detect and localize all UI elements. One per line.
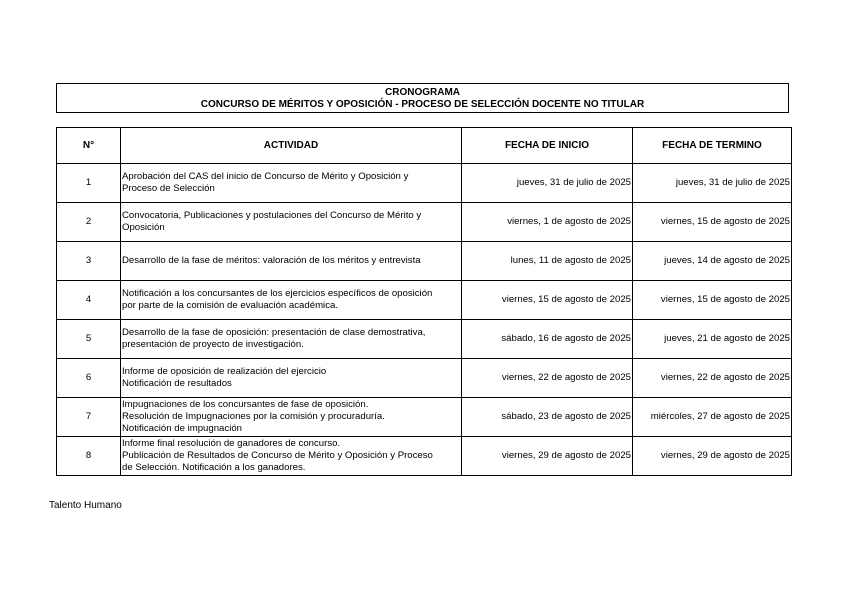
row-activity: Informe final resolución de ganadores de concurso. Publicación de Resultados de Concurso de Mérito y Oposición y Proceso de Selección. Notificación a los ganadores. <box>121 437 462 476</box>
row-number: 1 <box>57 164 121 203</box>
row-number: 3 <box>57 242 121 281</box>
row-activity: Aprobación del CAS del inicio de Concurso de Mérito y Oposición y Proceso de Selección <box>121 164 462 203</box>
table-row <box>57 203 792 242</box>
row-activity: Notificación a los concursantes de los ejercicios específicos de oposición por parte de la comisión de evaluación académica. <box>121 281 462 320</box>
column-header-start-date: FECHA DE INICIO <box>462 128 633 164</box>
row-activity: Desarrollo de la fase de oposición: presentación de clase demostrativa, presentación de proyecto de investigación. <box>121 320 462 359</box>
schedule-table <box>56 127 792 476</box>
row-start-date: sábado, 16 de agosto de 2025 <box>462 320 633 359</box>
document-subtitle: CONCURSO DE MÉRITOS Y OPOSICIÓN - PROCESO DE SELECCIÓN DOCENTE NO TITULAR <box>200 99 645 110</box>
row-start-date: viernes, 22 de agosto de 2025 <box>462 359 633 398</box>
row-activity: Desarrollo de la fase de méritos: valoración de los méritos y entrevista <box>121 242 462 281</box>
row-number: 8 <box>57 437 121 476</box>
row-start-date: viernes, 15 de agosto de 2025 <box>462 281 633 320</box>
footer-department: Talento Humano <box>49 500 122 511</box>
row-start-date: viernes, 1 de agosto de 2025 <box>462 203 633 242</box>
column-header-end-date: FECHA DE TERMINO <box>633 128 792 164</box>
table-row <box>57 281 792 320</box>
table-row <box>57 359 792 398</box>
table-row <box>57 164 792 203</box>
table-row <box>57 320 792 359</box>
row-end-date: miércoles, 27 de agosto de 2025 <box>633 398 792 437</box>
row-end-date: viernes, 15 de agosto de 2025 <box>633 281 792 320</box>
row-number: 7 <box>57 398 121 437</box>
table-row <box>57 242 792 281</box>
table-row <box>57 437 792 476</box>
row-end-date: viernes, 29 de agosto de 2025 <box>633 437 792 476</box>
document-title: CRONOGRAMA <box>385 87 460 98</box>
row-activity: Convocatoria, Publicaciones y postulaciones del Concurso de Mérito y Oposición <box>121 203 462 242</box>
column-header-activity: ACTIVIDAD <box>121 128 462 164</box>
row-number: 6 <box>57 359 121 398</box>
row-end-date: jueves, 31 de julio de 2025 <box>633 164 792 203</box>
table-row <box>57 398 792 437</box>
table-header-row <box>57 128 792 164</box>
row-end-date: jueves, 14 de agosto de 2025 <box>633 242 792 281</box>
row-end-date: jueves, 21 de agosto de 2025 <box>633 320 792 359</box>
row-activity: Informe de oposición de realización del ejercicio Notificación de resultados <box>121 359 462 398</box>
row-start-date: jueves, 31 de julio de 2025 <box>462 164 633 203</box>
row-start-date: lunes, 11 de agosto de 2025 <box>462 242 633 281</box>
row-end-date: viernes, 22 de agosto de 2025 <box>633 359 792 398</box>
row-number: 5 <box>57 320 121 359</box>
row-start-date: viernes, 29 de agosto de 2025 <box>462 437 633 476</box>
row-end-date: viernes, 15 de agosto de 2025 <box>633 203 792 242</box>
header-box <box>56 83 789 113</box>
row-start-date: sábado, 23 de agosto de 2025 <box>462 398 633 437</box>
row-number: 4 <box>57 281 121 320</box>
column-header-number: N° <box>57 128 121 164</box>
row-activity: Impugnaciones de los concursantes de fase de oposición. Resolución de Impugnaciones por la comisión y procuraduría. Notificación de impugnación <box>121 398 462 437</box>
row-number: 2 <box>57 203 121 242</box>
